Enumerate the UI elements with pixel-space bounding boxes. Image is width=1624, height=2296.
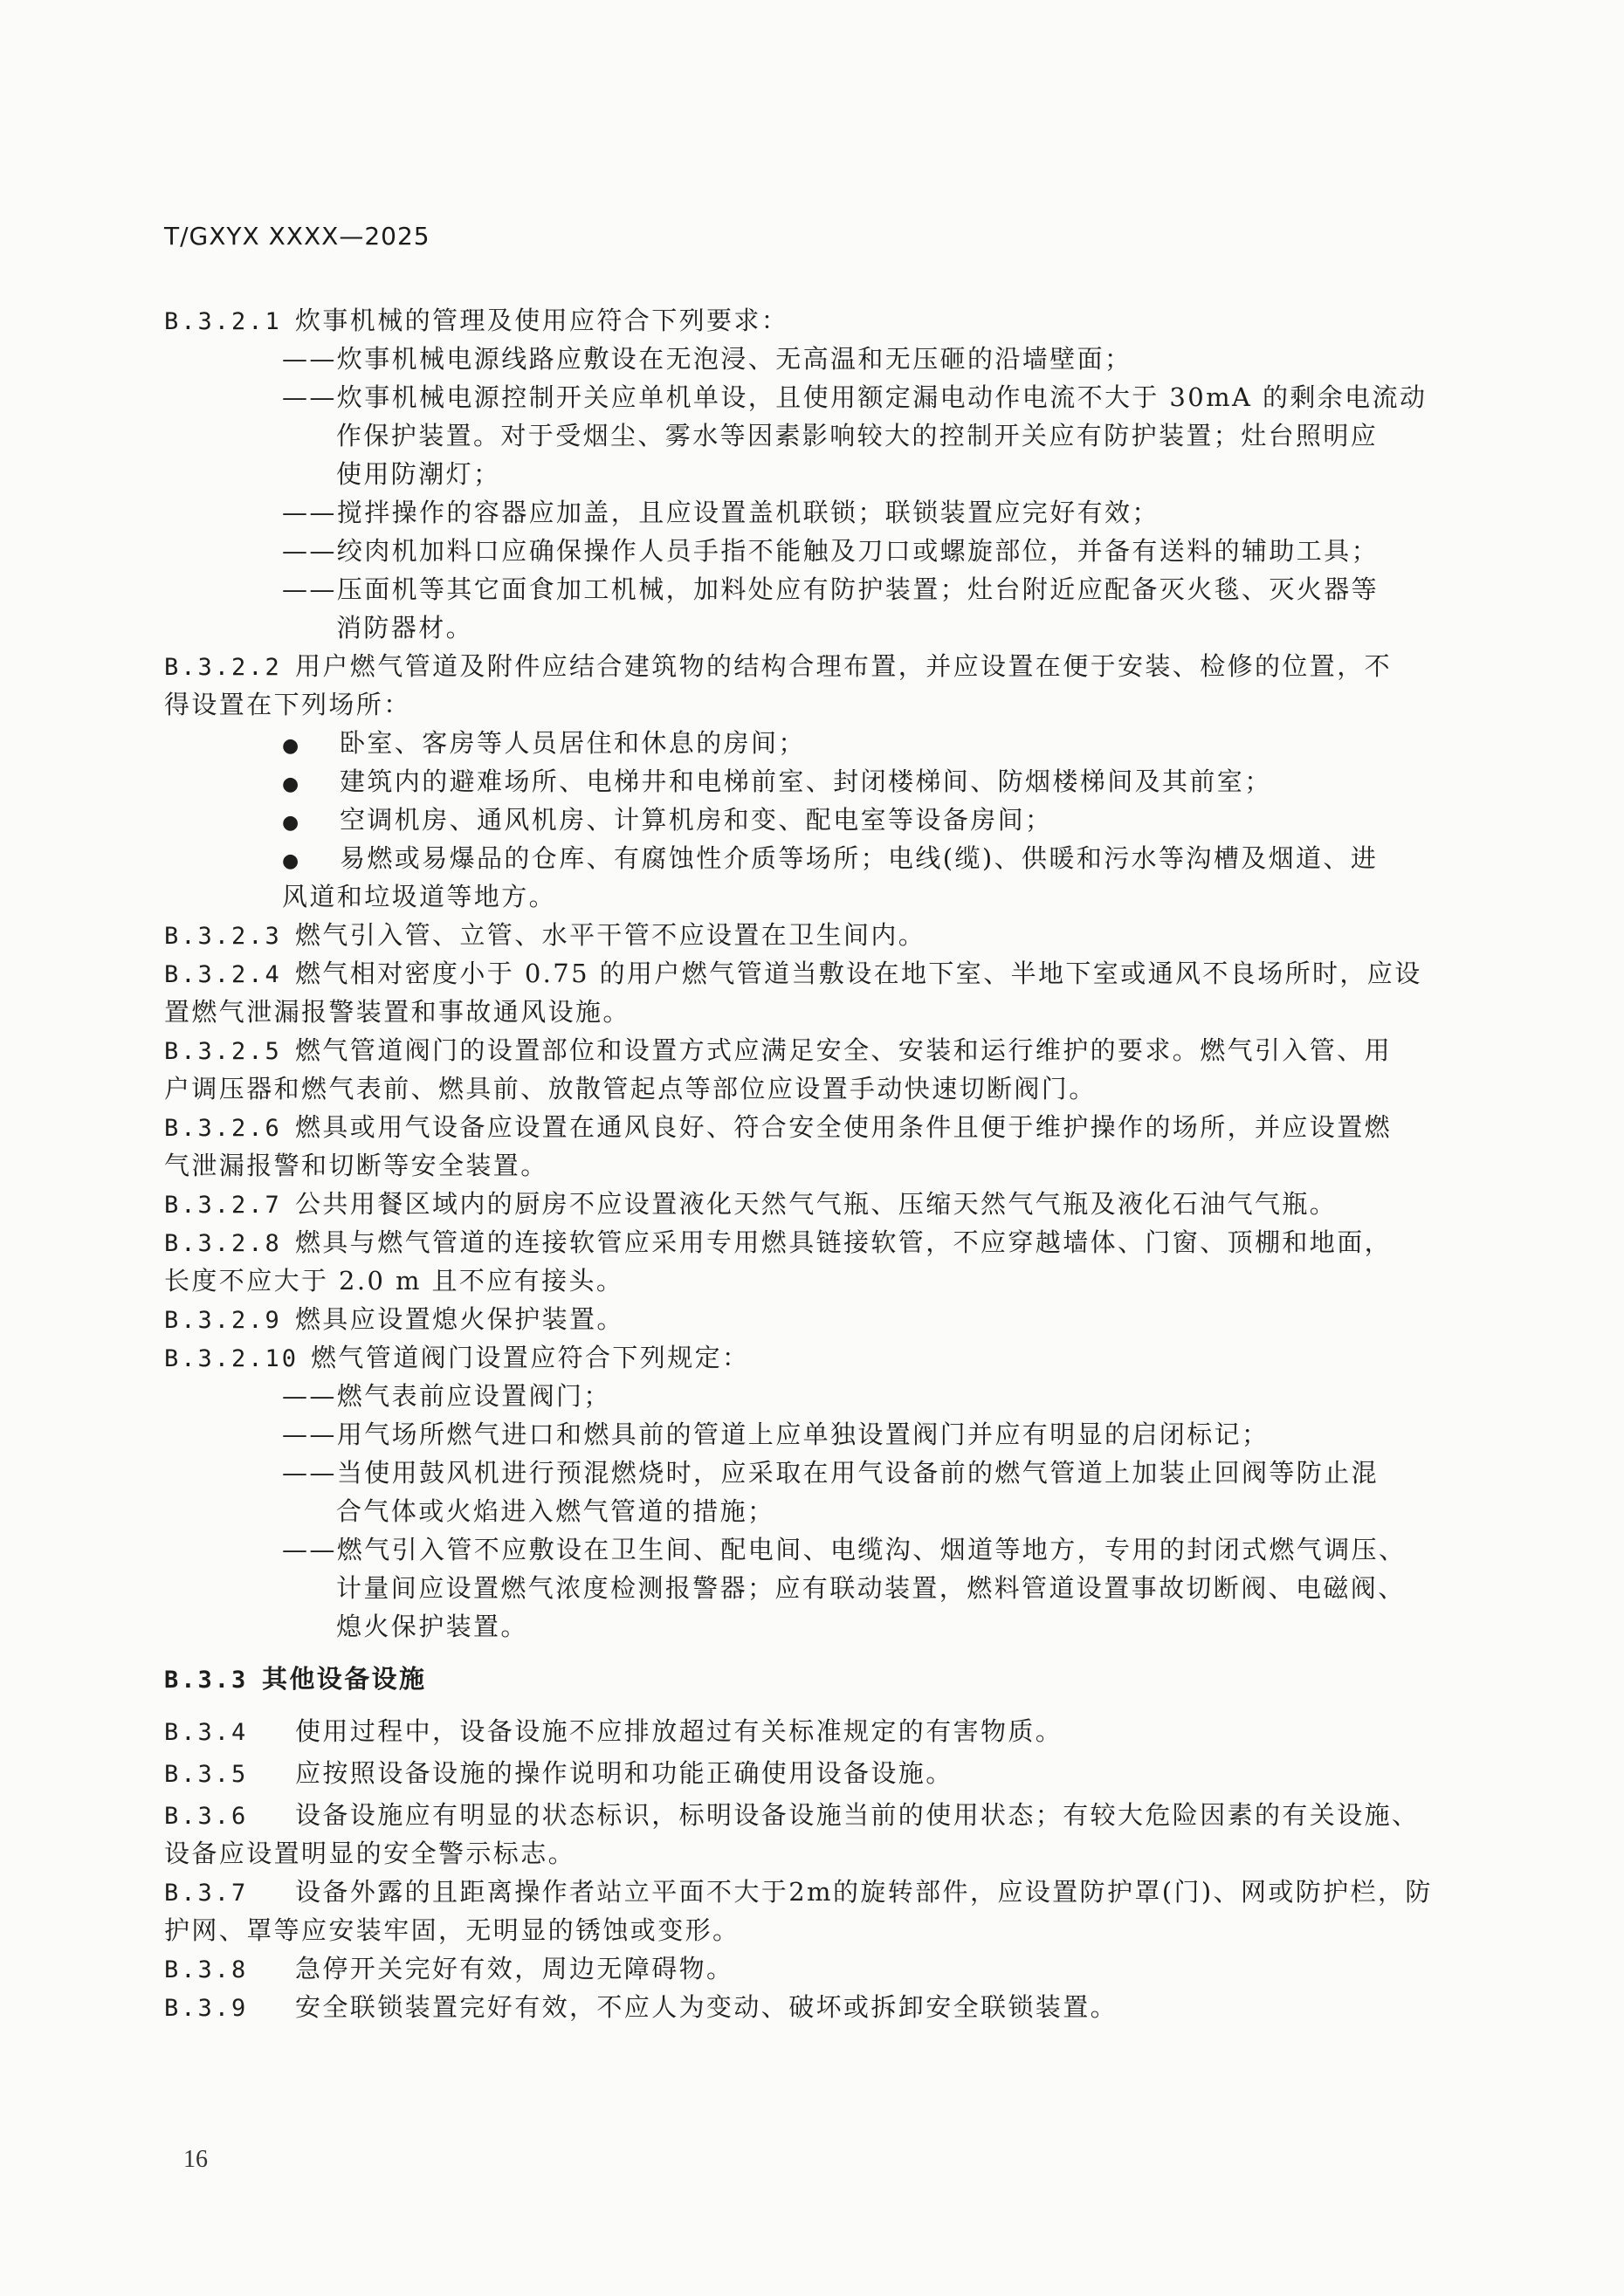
line-text: 合气体或火焰进入燃气管道的措施； xyxy=(336,1496,775,1526)
text-line xyxy=(336,420,1378,451)
clause-number: B.3.2.1 xyxy=(164,308,282,335)
clause-number: B.3.4 xyxy=(164,1719,249,1746)
text-line xyxy=(282,535,1379,567)
text-line xyxy=(282,1419,1269,1450)
bullet-icon: ● xyxy=(282,812,301,834)
text-line xyxy=(164,305,788,338)
text-line xyxy=(164,1265,623,1296)
text-line xyxy=(282,766,1272,801)
line-text: 计量间应设置燃气浓度检测报警器；应有联动装置，燃料管道设置事故切断阀、电磁阀、 xyxy=(336,1573,1406,1603)
text-line xyxy=(164,689,411,720)
clause-number: B.3.6 xyxy=(164,1803,249,1830)
text-line xyxy=(282,881,556,912)
line-text: ——压面机等其它面食加工机械，加料处应有防护装置；灶台附近应配备灭火毯、灭火器等 xyxy=(282,574,1380,604)
text-line xyxy=(164,1715,1063,1749)
line-text: 设备设施应有明显的状态标识，标明设备设施当前的使用状态；有较大危险因素的有关设施、 xyxy=(295,1800,1420,1830)
clause-number: B.3.2.6 xyxy=(164,1115,282,1142)
clause-number: B.3.9 xyxy=(164,1995,249,2022)
line-text: ——搅拌操作的容器应加盖，且应设置盖机联锁；联锁装置应完好有效； xyxy=(282,498,1160,527)
line-text: 安全联锁装置完好有效，不应人为变动、破坏或拆卸安全联锁装置。 xyxy=(295,1992,1118,2022)
text-line xyxy=(282,382,1427,413)
line-text: 使用防潮灯； xyxy=(336,459,501,489)
page-number: 16 xyxy=(183,2146,208,2173)
text-line xyxy=(282,1380,611,1412)
line-text: 急停开关完好有效，周边无障碍物。 xyxy=(295,1954,734,1983)
text-line xyxy=(336,458,500,490)
line-text: 长度不应大于 2.0 m 且不应有接头。 xyxy=(164,1266,624,1296)
line-text: 应按照设备设施的操作说明和功能正确使用设备设施。 xyxy=(295,1758,953,1788)
clause-number: B.3.8 xyxy=(164,1956,249,1983)
line-text: ——燃气表前应设置阀门； xyxy=(282,1381,611,1411)
text-line xyxy=(164,1303,624,1337)
text-line xyxy=(164,1150,548,1181)
line-text: 设备应设置明显的安全警示标志。 xyxy=(164,1839,576,1868)
bullet-icon: ● xyxy=(282,735,301,757)
text-line xyxy=(282,842,1378,877)
bullet-icon: ● xyxy=(282,773,301,795)
clause-number: B.3.2.7 xyxy=(164,1192,282,1219)
line-text: ——当使用鼓风机进行预混燃烧时，应采取在用气设备前的燃气管道上加装止回阀等防止混 xyxy=(282,1458,1380,1488)
line-text: 燃具或用气设备应设置在通风良好、符合安全使用条件且便于维护操作的场所，并应设置燃 xyxy=(295,1112,1393,1142)
clause-number: B.3.2.2 xyxy=(164,654,282,681)
text-line xyxy=(282,497,1160,528)
text-line xyxy=(164,1227,1392,1260)
line-text: 用户燃气管道及附件应结合建筑物的结构合理布置，并应设置在便于安装、检修的位置，不 xyxy=(295,651,1393,681)
line-text: 易燃或易爆品的仓库、有腐蚀性介质等场所；电线(缆)、供暖和污水等沟槽及烟道、进 xyxy=(340,843,1379,873)
clause-number: B.3.7 xyxy=(164,1880,249,1907)
line-text: ——燃气引入管不应敷设在卫生间、配电间、电缆沟、烟道等地方，专用的封闭式燃气调压、 xyxy=(282,1535,1407,1564)
text-line xyxy=(164,1953,733,1986)
line-text: ——绞肉机加料口应确保操作人员手指不能触及刀口或螺旋部位，并备有送料的辅助工具； xyxy=(282,536,1380,566)
text-line xyxy=(164,1757,953,1791)
clause-number: B.3.2.5 xyxy=(164,1038,282,1065)
text-line xyxy=(164,919,926,952)
text-line xyxy=(282,804,1052,839)
clause-number: B.3.2.8 xyxy=(164,1230,282,1257)
line-text: 建筑内的避难场所、电梯井和电梯前室、封闭楼梯间、防烟楼梯间及其前室； xyxy=(340,766,1272,796)
line-text: 其他设备设施 xyxy=(262,1664,427,1694)
text-line xyxy=(164,1991,1118,2024)
line-text: 消防器材。 xyxy=(336,613,474,643)
line-text: 燃气相对密度小于 0.75 的用户燃气管道当敷设在地下室、半地下室或通风不良场所时，应设 xyxy=(295,959,1422,988)
text-line xyxy=(282,343,1132,375)
text-line xyxy=(336,1572,1406,1604)
clause-number: B.3.2.10 xyxy=(164,1345,299,1372)
line-text: ——炊事机械电源线路应敷设在无泡浸、无高温和无压砸的沿墙壁面； xyxy=(282,344,1132,374)
line-text: 燃具与燃气管道的连接软管应采用专用燃具链接软管，不应穿越墙体、门窗、顶棚和地面， xyxy=(295,1227,1393,1257)
line-text: 燃气管道阀门的设置部位和设置方式应满足安全、安装和运行维护的要求。燃气引入管、用 xyxy=(295,1035,1393,1065)
text-line xyxy=(164,1838,575,1869)
line-text: 户调压器和燃气表前、燃具前、放散管起点等部位应设置手动快速切断阀门。 xyxy=(164,1074,1097,1103)
text-line xyxy=(164,1342,749,1375)
line-text: 得设置在下列场所： xyxy=(164,690,411,719)
line-text: 使用过程中，设备设施不应排放超过有关标准规定的有害物质。 xyxy=(295,1716,1063,1746)
text-line xyxy=(164,1111,1392,1145)
text-line xyxy=(164,958,1422,991)
line-text: 作保护装置。对于受烟尘、雾水等因素影响较大的控制开关应有防护装置；灶台照明应 xyxy=(336,421,1379,450)
text-line xyxy=(336,1495,774,1527)
line-text: 燃具应设置熄火保护装置。 xyxy=(295,1304,624,1334)
clause-number: B.3.3 xyxy=(164,1667,249,1694)
text-line xyxy=(282,1457,1379,1488)
clause-number: B.3.2.9 xyxy=(164,1307,282,1334)
standard-code-header: T/GXYX XXXX—2025 xyxy=(164,222,430,251)
line-text: 公共用餐区域内的厨房不应设置液化天然气气瓶、压缩天然气气瓶及液化石油气气瓶。 xyxy=(295,1189,1338,1219)
clause-number: B.3.2.4 xyxy=(164,961,282,988)
clause-number: B.3.2.3 xyxy=(164,923,282,950)
line-text: 燃气管道阀门设置应符合下列规定： xyxy=(311,1343,750,1372)
text-line xyxy=(336,1611,528,1642)
section-heading xyxy=(164,1663,426,1696)
text-line xyxy=(164,1876,1433,1909)
line-text: 置燃气泄漏报警装置和事故通风设施。 xyxy=(164,997,630,1027)
line-text: 气泄漏报警和切断等安全装置。 xyxy=(164,1151,548,1180)
text-line xyxy=(164,650,1392,684)
text-line xyxy=(164,1073,1097,1104)
line-text: 熄火保护装置。 xyxy=(336,1612,528,1641)
text-line xyxy=(336,612,473,643)
bullet-icon: ● xyxy=(282,850,301,872)
line-text: ——用气场所燃气进口和燃具前的管道上应单独设置阀门并应有明显的启闭标记； xyxy=(282,1420,1270,1449)
line-text: 空调机房、通风机房、计算机房和变、配电室等设备房间； xyxy=(340,805,1053,835)
text-line xyxy=(164,1914,740,1946)
text-line xyxy=(282,727,806,762)
text-line xyxy=(282,1534,1406,1565)
line-text: 炊事机械的管理及使用应符合下列要求： xyxy=(295,306,789,335)
line-text: 护网、罩等应安装牢固，无明显的锈蚀或变形。 xyxy=(164,1915,740,1945)
text-line xyxy=(164,1188,1337,1221)
clause-number: B.3.5 xyxy=(164,1761,249,1788)
text-line xyxy=(164,996,630,1028)
line-text: 风道和垃圾道等地方。 xyxy=(282,882,557,911)
text-line xyxy=(282,574,1379,605)
text-line xyxy=(164,1799,1419,1832)
line-text: 设备外露的且距离操作者站立平面不大于2m的旋转部件，应设置防护罩(门)、网或防护栏，防 xyxy=(295,1877,1433,1907)
line-text: 燃气引入管、立管、水平干管不应设置在卫生间内。 xyxy=(295,920,926,950)
line-text: ——炊事机械电源控制开关应单机单设，且使用额定漏电动作电流不大于 30mA 的剩余电流动 xyxy=(282,382,1428,412)
line-text: 卧室、客房等人员居住和休息的房间； xyxy=(340,728,806,758)
text-line xyxy=(164,1035,1392,1068)
